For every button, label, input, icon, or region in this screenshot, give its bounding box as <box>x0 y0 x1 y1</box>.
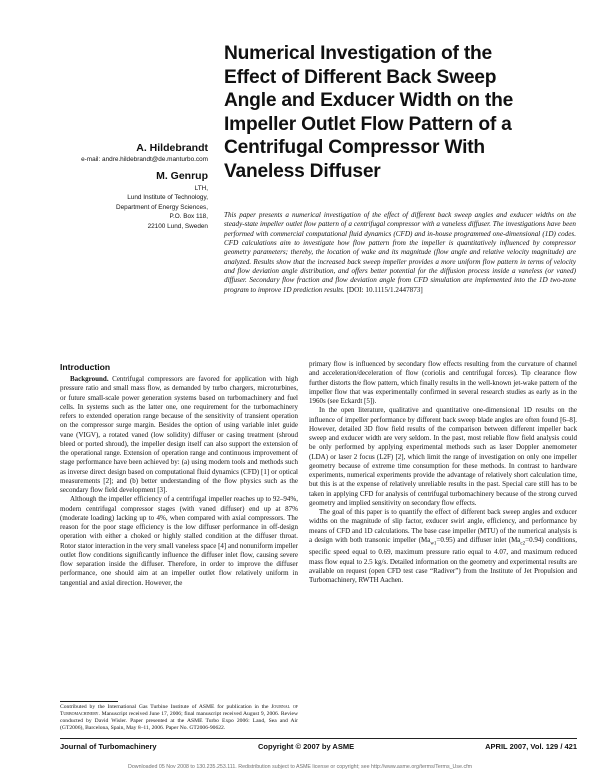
paragraph-text: The goal of this paper is to quantify the effect of different back sweep angles and exducer widths on the magnitude of slip factor, exducer swirl angle, efficiency, and performance by means of CFD and 1D calculations. The base case impeller (MTU) of the numerical analysis is a design with both transonic impeller (Ma <box>309 508 577 544</box>
abstract-text: This paper presents a numerical investigation of the effect of different back sweep angles and exducer widths on the steady-state impeller outlet flow pattern of a centrifugal compressor with a vaneless diffuser. The investigations have been performed with commercial computational fluid dynamics (CFD) and in-house programmed one-dimensional (1D) codes. CFD calculations aim to investigate how flow pattern from the impeller is quantitatively influenced by compressor geometry parameters; thereby, the location of wake and its magnitude (flow angle and relative velocity magnitude) are analyzed. Results show that the increased back sweep impeller provides a more uniform flow pattern in terms of velocity and flow deviation angle distribution, and offers better potential for the diffusion process inside a vaneless (or vaned) diffuser. Secondary flow fraction and flow deviation angle from CFD simulation are implemented into the 1D two-zone program to improve 1D prediction results. <box>224 211 576 294</box>
title-line: Angle and Exducer Width on the <box>224 90 514 112</box>
title-line: Impeller Outlet Flow Pattern of a <box>224 113 512 135</box>
download-notice: Downloaded 05 Nov 2008 to 130.235.253.111. Redistribution subject to ASME license or copyright; see http://www.asme.org/terms/Terms_Use.cfm <box>128 764 472 770</box>
footnote-journal: Journal of Turbomachinery <box>60 704 298 718</box>
footnote-rule <box>60 701 118 702</box>
footnote-text: Contributed by the International Gas Turbine Institute of ASME for publication in the <box>60 704 269 710</box>
paragraph: Although the impeller efficiency of a centrifugal impeller reaches up to 92–94%, modern centrifugal compressor stages (with vaned diffuser) end up at 87% (moderate loading) lacking up to 4%, when compared with axial compressors. The reason for the poor stage efficiency is the low diffuser performance in off-design operation with either a choked or highly stalled condition at the diffuser throat. Rotor stator interaction in the very small vaneless space [4] and nonuniform impeller outlet flow conditions significantly influence the diffuser inlet flow, causing severe flow separation inside the diffuser. Therefore, in order to improve the diffuser performance, one should aim at an impeller outlet flow relatively uniform in tangential and axial direction. However, the <box>60 495 298 587</box>
footnote <box>60 704 298 732</box>
affiliation-line: Department of Energy Sciences, <box>116 203 208 211</box>
paragraph <box>309 508 577 585</box>
author-hildebrandt: A. Hildebrandt <box>136 142 208 154</box>
doi[interactable]: [DOI: 10.1115/1.2447873] <box>346 285 423 294</box>
paragraph-text: Centrifugal compressors are favored for application with high pressure ratio and small mass flow, as demanded by turbo chargers, microturbines, or future small-scale power generation systems based on turbomachinery and fuel cells. In systems such as the latter one, one requirement for the turbomachinery refers to extended operation range because of the sensitivity of transient operation on the compressor surge margin. Besides the option of using variable inlet guide vane (VIGV), a rotated vaned (low solidity) diffuser or casing treatment (shroud bleed or ported shroud), the impeller design itself can also support the extension of the operational range. Extension of operation range and continuous improvement of stage performance have been achieved by: (a) using modern tools and methods such as inverse direct design based on computational fluid dynamics (CFD) [1] or optical measurements [2]; and (b) better understanding of the flow physics such as the secondary flow field development [3]. <box>60 375 298 494</box>
footer-issue-text: APRIL 2007, Vol. 129 <box>485 742 559 751</box>
footnote-text: . Manuscript received June 17, 2006; final manuscript received August 9, 2006. Review conducted by David Wisler. Paper presented at the ASME Turbo Expo 2006: Land, Sea and Air (GT2006), Barcelona, Spain, May 8–11, 2006. Paper No. GT2006-90622. <box>60 711 298 732</box>
paragraph-text: =0.95) and diffuser inlet (Ma <box>436 535 521 544</box>
subscript: c2 <box>520 541 526 547</box>
title-line: Centrifugal Compressor With <box>224 137 485 159</box>
footer-journal: Journal of Turbomachinery <box>60 742 157 751</box>
author-email[interactable]: e-mail: andre.hildebrandt@de.manturbo.com <box>81 156 208 163</box>
paragraph-text: =0.94) conditions, specific speed equal to 0.69, maximum pressure ratio equal to 4.07, and maximum reduced mass flow equal to 2.5 kg/s. Detailed information on the geometry and experimental results are available on request (open CFD test case “Radiver”) from the Institute of Jet Propulsion and Turbomachinery, RWTH Aachen. <box>309 535 577 585</box>
page-number: / 421 <box>560 742 577 751</box>
paragraph: primary flow is influenced by secondary flow effects resulting from the curvature of channel and acceleration/deceleration of flow (coriolis and centrifugal forces). Tip clearance flow further distorts the flow pattern, which finally results in the well-known jet-wake pattern of the impeller flow that was experimentally confirmed in several research studies as early as in the 1960s (see Eckardt [5]). <box>309 360 577 405</box>
author-genrup: M. Genrup <box>156 170 208 182</box>
section-heading-introduction: Introduction <box>60 362 111 372</box>
title-line: Vaneless Diffuser <box>224 160 381 182</box>
paper-title <box>224 42 574 184</box>
footer-rule <box>60 738 577 739</box>
abstract <box>224 211 576 295</box>
right-column <box>309 360 577 585</box>
affiliation-line: LTH, <box>194 185 208 192</box>
affiliation-line: 22100 Lund, Sweden <box>147 222 208 230</box>
paragraph <box>60 375 298 495</box>
footer-issue <box>440 742 577 751</box>
footer-copyright: Copyright © 2007 by ASME <box>258 742 355 751</box>
title-line: Numerical Investigation of the <box>224 43 493 64</box>
paragraph: In the open literature, qualitative and quantitative one-dimensional 1D results on the influence of impeller performance by different back sweep blade angles are often found [6–8]. However, detailed 3D flow field results of the comparison between different impeller back sweep and exducer width are very seldom. In the past, most reliable flow field analysis could be only performed by applying experimental methods such as laser Doppler anemometer (LDA) or laser 2 focus (L2F) [2], which limit the range of investigation on only one impeller geometry because of extreme time consumption for these methods. In contrast to hardware experiments, numerical experiments provide the advantage of relatively short calculation time, but this is at the expense of relatively unreliable results in the past. Special care still has to be taken in applying CFD for analysis of centrifugal turbomachinery because of the strong curved geometry and implied sensitivity on secondary flow effects. <box>309 406 577 507</box>
affiliation-line: Lund Institute of Technology, <box>127 194 208 202</box>
title-line: Effect of Different Back Sweep <box>224 66 497 88</box>
left-column <box>60 375 298 588</box>
affiliation-line: P.O. Box 118, <box>169 213 208 221</box>
subscript: w1 <box>430 541 437 547</box>
author-affiliation <box>40 184 208 231</box>
runin-heading: Background. <box>70 375 109 383</box>
